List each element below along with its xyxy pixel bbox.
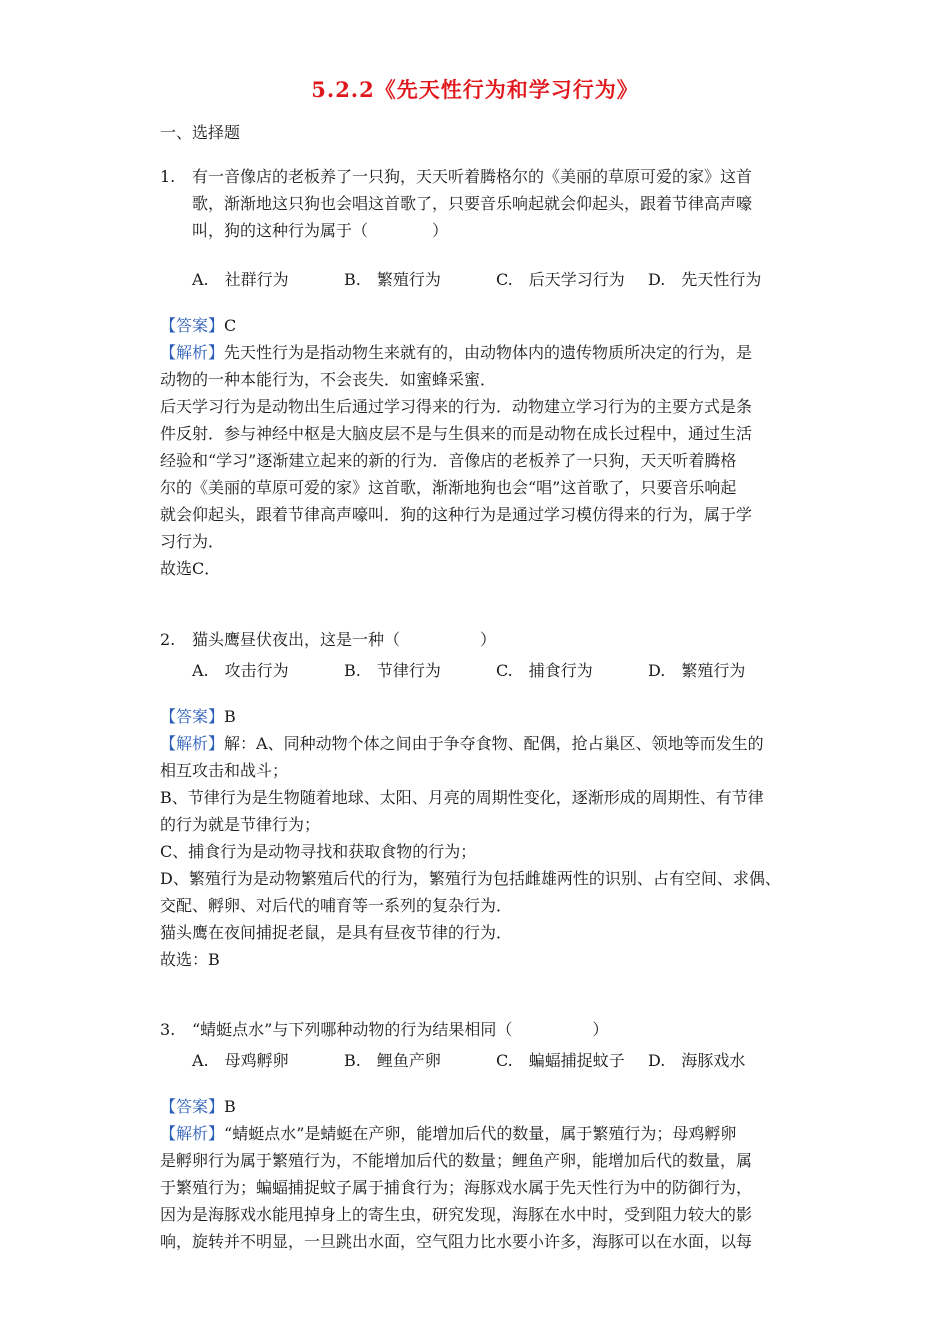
analysis-line: 经验和“学习”逐渐建立起来的新的行为．音像店的老板养了一只狗，天天听着腾格 bbox=[160, 451, 737, 470]
analysis-line: 【解析】先天性行为是指动物生来就有的，由动物体内的遗传物质所决定的行为，是 bbox=[160, 343, 753, 362]
option-d: D. 繁殖行为 bbox=[648, 661, 746, 680]
analysis-line: B、节律行为是生物随着地球、太阳、月亮的周期性变化，逐渐形成的周期性、有节律 bbox=[160, 788, 764, 807]
answer-value: B bbox=[224, 1097, 236, 1116]
answer-tag: 【答案】 bbox=[160, 707, 225, 726]
analysis-line: 动物的一种本能行为，不会丧失．如蜜蜂采蜜． bbox=[160, 370, 497, 389]
question-number: 1. bbox=[160, 167, 176, 186]
question-stem-line: 猫头鹰昼伏夜出，这是一种（ ） bbox=[192, 630, 497, 649]
analysis-line: C、捕食行为是动物寻找和获取食物的行为； bbox=[160, 842, 477, 861]
analysis-line: D、繁殖行为是动物繁殖后代的行为，繁殖行为包括雌雄两性的识别、占有空间、求偶、 bbox=[160, 869, 781, 888]
answer-line bbox=[160, 703, 810, 730]
page-title: 5.2.2《先天性行为和学习行为》 bbox=[311, 77, 639, 102]
analysis-line: 【解析】“蜻蜓点水”是蜻蜓在产卵，能增加后代的数量，属于繁殖行为；母鸡孵卵 bbox=[160, 1124, 737, 1143]
analysis-line: 后天学习行为是动物出生后通过学习得来的行为．动物建立学习行为的主要方式是条 bbox=[160, 397, 753, 416]
analysis-line: 件反射．参与神经中枢是大脑皮层不是与生俱来的而是动物在成长过程中，通过生活 bbox=[160, 424, 753, 443]
option-a: A. 母鸡孵卵 bbox=[192, 1051, 289, 1070]
analysis-line: 交配、孵卵、对后代的哺育等一系列的复杂行为． bbox=[160, 896, 513, 915]
option-b: B. 节律行为 bbox=[344, 661, 441, 680]
analysis-line: 于繁殖行为；蝙蝠捕捉蚊子属于捕食行为；海豚戏水属于先天性行为中的防御行为， bbox=[160, 1178, 753, 1197]
option-b: B. 鲤鱼产卵 bbox=[344, 1051, 441, 1070]
question-2-solution bbox=[160, 703, 810, 973]
option-c: C. 蝙蝠捕捉蚊子 bbox=[496, 1051, 625, 1070]
analysis-line: 故选：B bbox=[160, 950, 220, 969]
answer-value: C bbox=[224, 316, 237, 335]
option-b: B. 繁殖行为 bbox=[344, 270, 441, 289]
analysis-line: 相互攻击和战斗； bbox=[160, 761, 289, 780]
option-d: D. 海豚戏水 bbox=[648, 1051, 746, 1070]
analysis-line: 尔的《美丽的草原可爱的家》这首歌，渐渐地狗也会“唱”这首歌了，只要音乐响起 bbox=[160, 478, 737, 497]
answer-line bbox=[160, 312, 810, 339]
analysis-tag: 【解析】 bbox=[160, 343, 225, 362]
question-1 bbox=[160, 163, 810, 244]
question-number: 2. bbox=[160, 630, 176, 649]
analysis-line: 就会仰起头，跟着节律高声嚎叫．狗的这种行为是通过学习模仿得来的行为，属于学 bbox=[160, 505, 753, 524]
analysis-line: 猫头鹰在夜间捕捉老鼠，是具有昼夜节律的行为． bbox=[160, 923, 513, 942]
question-stem-line: 歌，渐渐地这只狗也会唱这首歌了，只要音乐响起就会仰起头，跟着节律高声嚎 bbox=[192, 194, 753, 213]
analysis-line: 【解析】解：A、同种动物个体之间由于争夺食物、配偶，抢占巢区、领地等而发生的 bbox=[160, 734, 764, 753]
analysis-line: 响，旋转并不明显，一旦跳出水面，空气阻力比水要小许多，海豚可以在水面，以每 bbox=[160, 1232, 753, 1251]
analysis-line: 是孵卵行为属于繁殖行为，不能增加后代的数量；鲤鱼产卵，能增加后代的数量，属 bbox=[160, 1151, 753, 1170]
question-stem-line: 有一音像店的老板养了一只狗，天天听着腾格尔的《美丽的草原可爱的家》这首 bbox=[192, 167, 753, 186]
question-stem-line: 叫，狗的这种行为属于（ ） bbox=[192, 221, 449, 240]
answer-value: B bbox=[224, 707, 236, 726]
analysis-tag: 【解析】 bbox=[160, 734, 225, 753]
question-2 bbox=[160, 626, 810, 653]
section-heading: 一、选择题 bbox=[160, 123, 241, 142]
analysis-line: 习行为． bbox=[160, 532, 225, 551]
analysis-line: 故选C． bbox=[160, 559, 221, 578]
question-number: 3. bbox=[160, 1020, 176, 1039]
answer-line bbox=[160, 1093, 810, 1120]
question-3-solution bbox=[160, 1093, 810, 1255]
analysis-line: 因为是海豚戏水能甩掉身上的寄生虫，研究发现，海豚在水中时，受到阻力较大的影 bbox=[160, 1205, 753, 1224]
question-3 bbox=[160, 1016, 810, 1043]
option-a: A. 社群行为 bbox=[192, 270, 289, 289]
option-c: C. 捕食行为 bbox=[496, 661, 593, 680]
question-stem-line: “蜻蜓点水”与下列哪种动物的行为结果相同（ ） bbox=[192, 1020, 609, 1039]
answer-tag: 【答案】 bbox=[160, 1097, 225, 1116]
option-a: A. 攻击行为 bbox=[192, 661, 289, 680]
option-c: C. 后天学习行为 bbox=[496, 270, 625, 289]
analysis-line: 的行为就是节律行为； bbox=[160, 815, 321, 834]
answer-tag: 【答案】 bbox=[160, 316, 225, 335]
option-d: D. 先天性行为 bbox=[648, 270, 762, 289]
analysis-tag: 【解析】 bbox=[160, 1124, 225, 1143]
question-1-solution bbox=[160, 312, 810, 582]
